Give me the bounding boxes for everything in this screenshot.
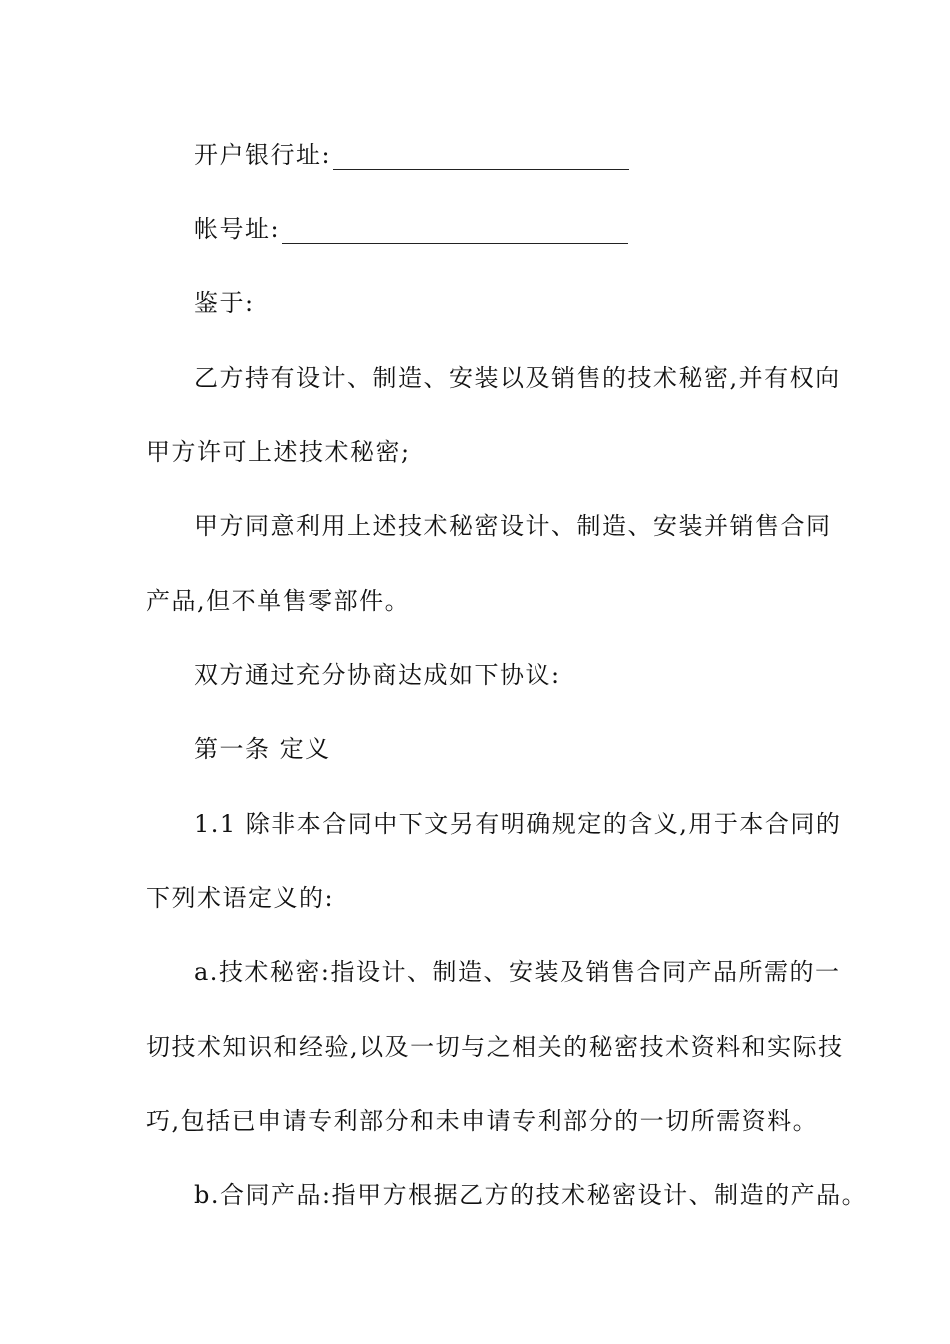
bank-address-label: 开户银行址: [194,141,332,169]
article-heading: 第一条 定义 [194,735,331,763]
account-row [194,214,826,244]
whereas-heading: 鉴于: [194,289,255,317]
bank-address-blank[interactable] [333,145,629,170]
paragraph-line: 甲方同意利用上述技术秘密设计、制造、安装并销售合同 [194,512,832,540]
bank-address-row [194,140,826,170]
paragraph-line: 切技术知识和经验,以及一切与之相关的秘密技术资料和实际技 [146,1033,844,1061]
paragraph-line: 双方通过充分协商达成如下协议: [194,661,561,689]
account-blank[interactable] [282,219,628,244]
paragraph-line: a.技术秘密:指设计、制造、安装及销售合同产品所需的一 [194,958,841,986]
paragraph-line: b.合同产品:指甲方根据乙方的技术秘密设计、制造的产品。 [194,1181,868,1209]
paragraph-line: 1.1 除非本合同中下文另有明确规定的含义,用于本合同的 [194,810,842,838]
paragraph-line: 乙方持有设计、制造、安装以及销售的技术秘密,并有权向 [194,364,841,392]
paragraph-line: 巧,包括已申请专利部分和未申请专利部分的一切所需资料。 [146,1107,819,1135]
account-label: 帐号址: [194,215,281,243]
paragraph-line: 下列术语定义的: [146,884,335,912]
paragraph-line: 产品,但不单售零部件。 [146,587,411,615]
paragraph-line: 甲方许可上述技术秘密; [146,438,411,466]
